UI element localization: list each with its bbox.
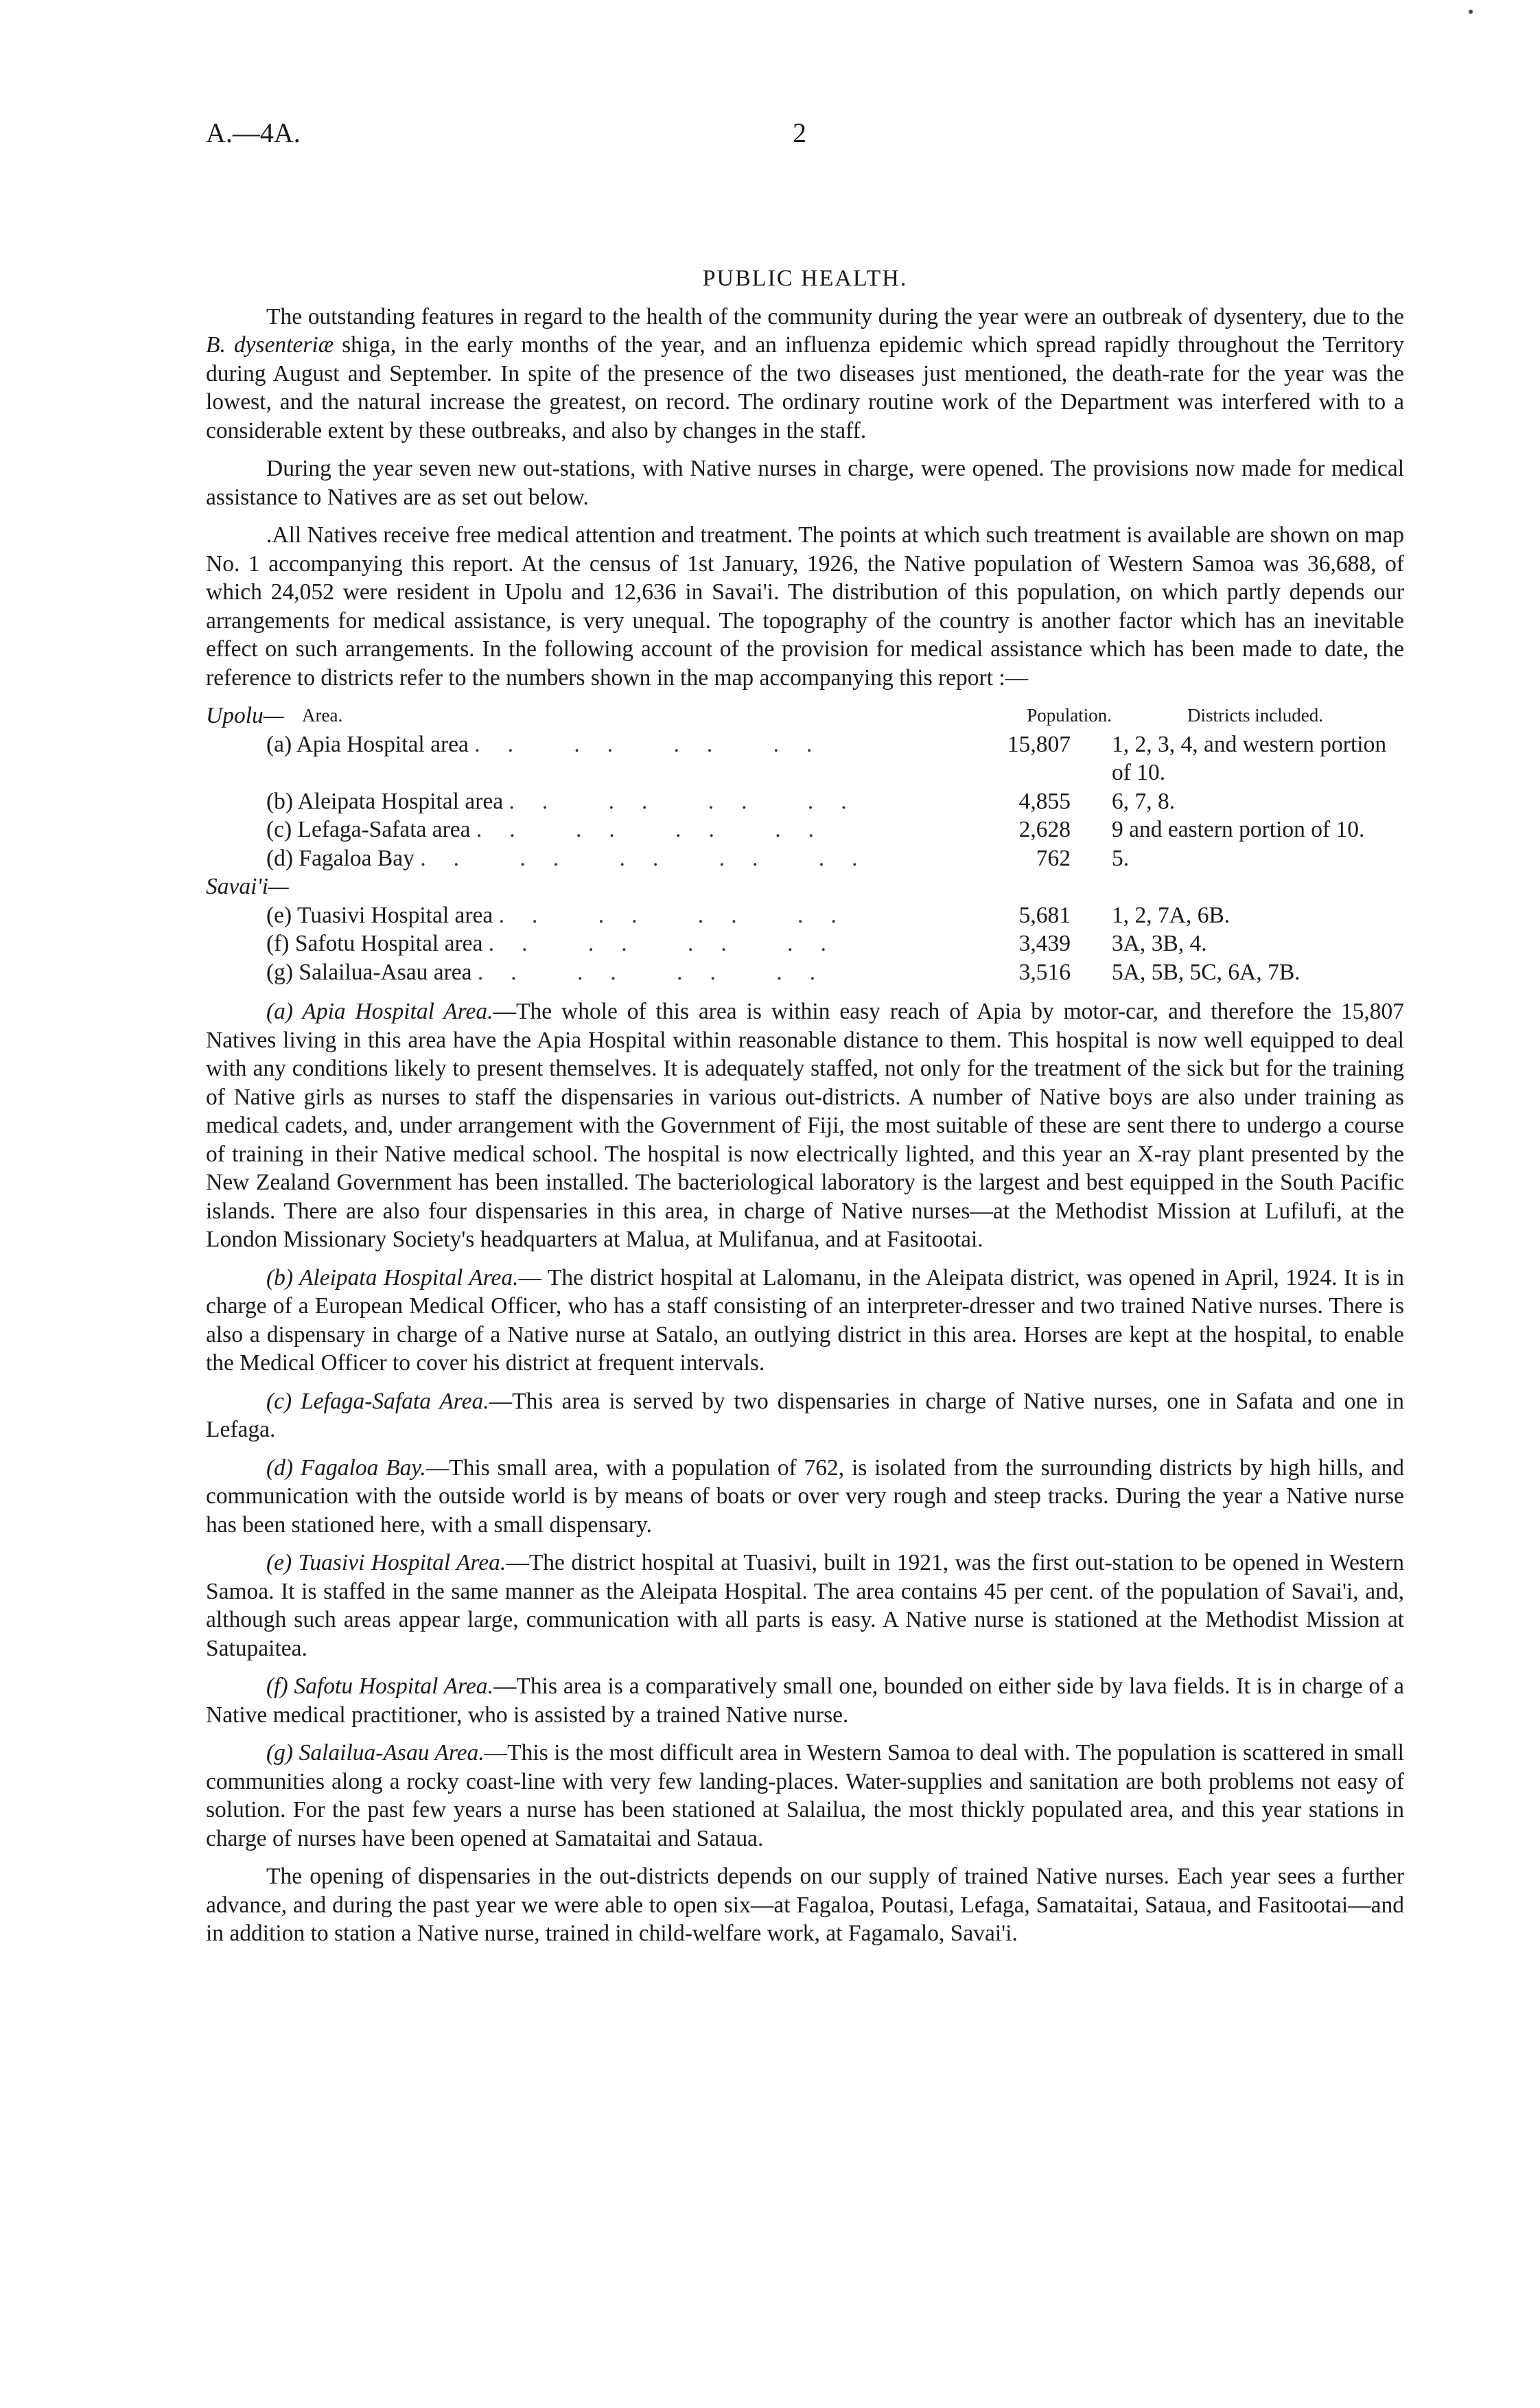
section-title: PUBLIC HEALTH.: [702, 266, 908, 291]
table-row: (b) Aleipata Hospital area .. .. .. .. 4,855 6, 7, 8.: [266, 788, 1176, 814]
scan-speck: [1469, 10, 1473, 14]
page-header: [206, 117, 1510, 158]
column-header-population: Population.: [1027, 705, 1112, 726]
area-heading: (a) Apia Hospital Area.: [266, 999, 493, 1024]
closing-paragraph: The opening of dispensaries in the out-districts depends on our supply of trained Native nurses. Each year sees a further advance, and during the past year we were able to open six—at Fagaloa, Poutasi, Lefaga, Samataitai, Sataua, and Fasitootai—and in addition to station a Native nurse, trained in child-welfare work, at Fagamalo, Savai'i.: [206, 1864, 1404, 1946]
intro-paragraph-1: The outstanding features in regard to the health of the community during the year were an outbreak of dysentery, due to the B. dysenteriæ shiga, in the early months of the year, and an influenza epidemic which spread rapidly throughout the Territory during August and September. In spite of the presence of the two diseases just mentioned, the death-rate for the year was the lowest, and the natural increase the greatest, on record. The ordinary routine work of the Department was interfered with to a considerable extent by these outbreaks, and also by changes in the staff.: [206, 303, 1405, 443]
area-paragraph-lefaga-safata: (c) Lefaga-Safata Area.—This area is served by two dispensaries in charge of Native nurses, one in Safata and one in Lefaga.: [206, 1388, 1404, 1442]
region-savaii: Savai'i—: [206, 874, 289, 899]
document-reference: A.—4A.: [206, 117, 301, 148]
area-paragraph-safotu: (f) Safotu Hospital Area.—This area is a comparatively small one, bounded on either side by lava fields. It is in charge of a Native medical practitioner, who is assisted by a trained Native nurse.: [206, 1674, 1405, 1728]
table-row: (a) Apia Hospital area .. .. .. .. 15,807 1, 2, 3, 4, and western portion of 10.: [266, 731, 1387, 785]
table-row: (c) Lefaga-Safata area .. .. .. .. 2,628 9 and eastern portion of 10.: [266, 817, 1365, 842]
area-paragraph-aleipata: (b) Aleipata Hospital Area.— The district hospital at Lalomanu, in the Aleipata district, was opened in April, 1924. It is in charge of a European Medical Officer, who has a staff consisting of an interpreter-dresser and two trained Native nurses. There is also a dispensary in charge of a Native nurse at Satalo, an outlying district in this area. Horses are kept at the hospital, to enable the Medical Officer to cover his district at frequent intervals.: [206, 1264, 1404, 1376]
area-paragraph-apia: (a) Apia Hospital Area.—The whole of this area is within easy reach of Apia by motor-car, and therefore the 15,807 Natives living in this area have the Apia Hospital within reasonable distance to them. This hospital is now well equipped to deal with any conditions likely to present themselves. It is adequately staffed, not only for the treatment of the sick but for the training of Native girls as nurses to staff the dispensaries in various out-districts. A number of Native boys are also under training as medical cadets, and, under arrangement with the Government of Fiji, the most suitable of these are sent there to undergo a course of training in their Native medical school. The hospital is now electrically lighted, and this year an X-ray plant presented by the New Zealand Government has been installed. The bacteriological laboratory is the largest and best equipped in the South Pacific islands. There are also four dispensaries in this area, in charge of Native nurses—at the Methodist Mission at Lufilufi, at the London Missionary Society's headquarters at Malua, at Mulifanua, and at Fasitootai.: [206, 999, 1404, 1252]
organism-name: B. dysenteriæ: [206, 332, 334, 358]
area-heading: (e) Tuasivi Hospital Area.: [266, 1550, 506, 1575]
area-heading: (b) Aleipata Hospital Area.: [266, 1264, 519, 1290]
intro-paragraph-2: During the year seven new out-stations, with Native nurses in charge, were opened. The provisions now made for medical assistance to Natives are as set out below.: [206, 456, 1404, 510]
table-row: (f) Safotu Hospital area .. .. .. .. 3,439 3A, 3B, 4.: [266, 931, 1207, 956]
page-number: 2: [793, 117, 806, 148]
area-paragraph-tuasivi: (e) Tuasivi Hospital Area.—The district hospital at Tuasivi, built in 1921, was the first out-station to be opened in Western Samoa. It is staffed in the same manner as the Aleipata Hospital. The area contains 45 per cent. of the population of Savai'i, and, although such areas appear large, communication with all parts is easy. A Native nurse is stationed at the Methodist Mission at Satupaitea.: [206, 1550, 1404, 1661]
area-paragraph-salailua-asau: (g) Salailua-Asau Area.—This is the most difficult area in Western Samoa to deal with. The population is scattered in small communities along a rocky coast-line with very few landing-places. Water-supplies and sanitation are both problems not easy of solution. For the past few years a nurse has been stationed at Salailua, the most thickly populated area, and this year stations in charge of nurses have been opened at Samataitai and Sataua.: [206, 1740, 1404, 1851]
area-heading: (g) Salailua-Asau Area.: [266, 1740, 485, 1766]
table-row: (g) Salailua-Asau area .. .. .. .. 3,516 5A, 5B, 5C, 6A, 7B.: [266, 959, 1300, 985]
region-upolu: Upolu—: [206, 703, 284, 728]
column-header-districts: Districts included.: [1187, 705, 1323, 726]
page-content: [206, 264, 1404, 1958]
column-header-area: Area.: [302, 705, 343, 726]
area-heading: (d) Fagaloa Bay.: [266, 1455, 426, 1481]
area-heading: (c) Lefaga-Safata Area.: [266, 1388, 489, 1414]
table-header: [206, 702, 1404, 730]
area-paragraph-fagaloa: (d) Fagaloa Bay.—This small area, with a population of 762, is isolated from the surrounding districts by high hills, and communication with the outside world is by means of boats or over very rough and steep tracks. During the year a Native nurse has been stationed here, with a small dispensary.: [206, 1455, 1404, 1538]
table-row: (d) Fagaloa Bay .. .. .. .. .. 762 5.: [266, 845, 1130, 871]
area-heading: (f) Safotu Hospital Area.: [266, 1674, 493, 1699]
table-row: (e) Tuasivi Hospital area .. .. .. .. 5,681 1, 2, 7A, 6B.: [266, 902, 1230, 928]
intro-paragraph-3: .All Natives receive free medical attention and treatment. The points at which such treatment is available are shown on map No. 1 accompanying this report. At the census of 1st January, 1926, the Native population of Western Samoa was 36,688, of which 24,052 were resident in Upolu and 12,636 in Savai'i. The distribution of this population, on which partly depends our arrangements for medical assistance, is very unequal. The topography of the country is another factor which has an inevitable effect on such arrangements. In the following account of the provision for medical assistance which has been made to date, the reference to districts refer to the numbers shown in the map accompanying this report :—: [206, 522, 1404, 691]
population-table: [206, 702, 1404, 986]
